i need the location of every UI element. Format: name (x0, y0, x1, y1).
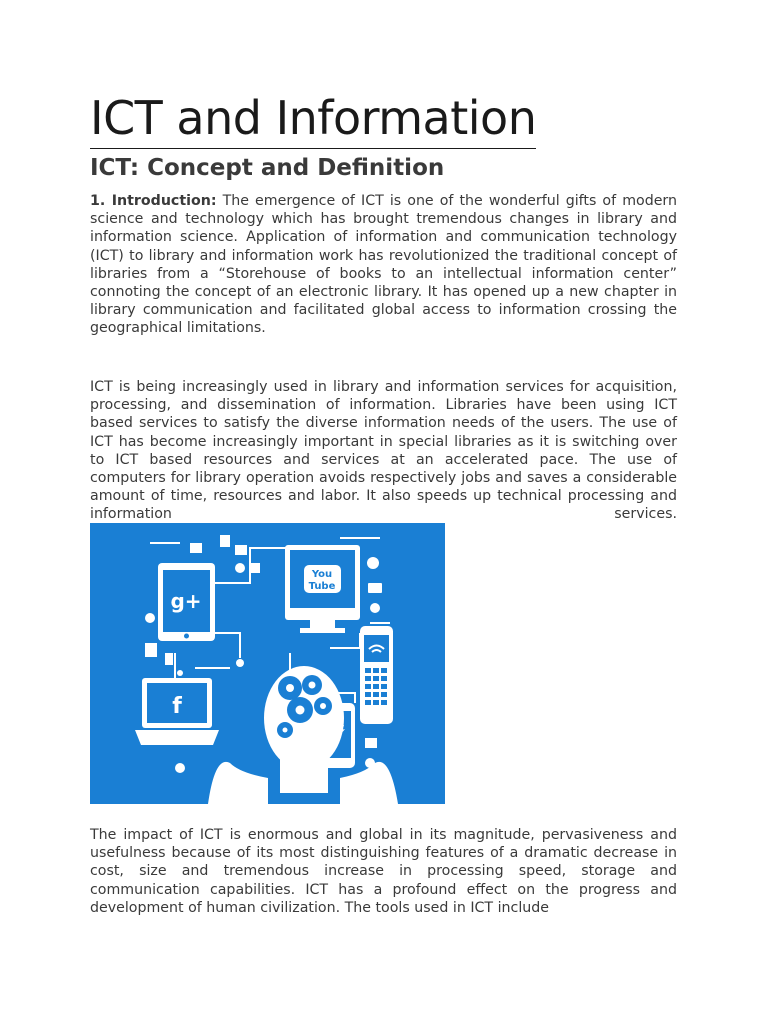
intro-paragraph (90, 192, 677, 338)
document-title: ICT and Information (90, 88, 536, 149)
paragraph-ict-impact: The impact of ICT is enormous and global in its magnitude, pervasiveness and usefulness because of its most distinguishing features of a dramatic decrease in cost, size and tremendous increase in processing speed, storage and communication capabilities. ICT has a profound effect on the progress and development of human civilization. The tools used in ICT include (90, 827, 677, 916)
intro-text: The emergence of ICT is one of the wonderful gifts of modern science and technology which has brought tremendous changes in library and information science. Application of information and communication technology (ICT) to library and information work has revolutionized the traditional concept of libraries from a “Storehouse of books to an intellectual information center” connoting the concept of an electronic library. It has opened up a new chapter in library communication and facilitated global access to information crossing the geographical limitations. (90, 193, 677, 337)
ict-illustration (90, 523, 445, 804)
svg-text:f: f (172, 694, 182, 719)
svg-text:Tube: Tube (308, 581, 336, 592)
mobile-phone-icon (360, 626, 393, 724)
tablet-device-icon (158, 563, 215, 641)
monitor-icon (285, 545, 360, 633)
laptop-icon (135, 678, 219, 745)
svg-text:g+: g+ (170, 589, 202, 613)
svg-text:You: You (311, 569, 333, 580)
intro-label: 1. Introduction: (90, 193, 217, 209)
section-heading: ICT: Concept and Definition (90, 155, 445, 181)
paragraph-ict-usage: ICT is being increasingly used in library and information services for acquisition, processing, and dissemination of information. Libraries have been using ICT based services to satisfy the diverse information needs of the users. The use of ICT has become increasingly important in special libraries as it is switching over to ICT based resources and services at an accelerated pace. The use of computers for library operation avoids respectively jobs and saves a considerable amount of time, resources and labor. It also speeds up technical processing and information services. (90, 379, 677, 523)
